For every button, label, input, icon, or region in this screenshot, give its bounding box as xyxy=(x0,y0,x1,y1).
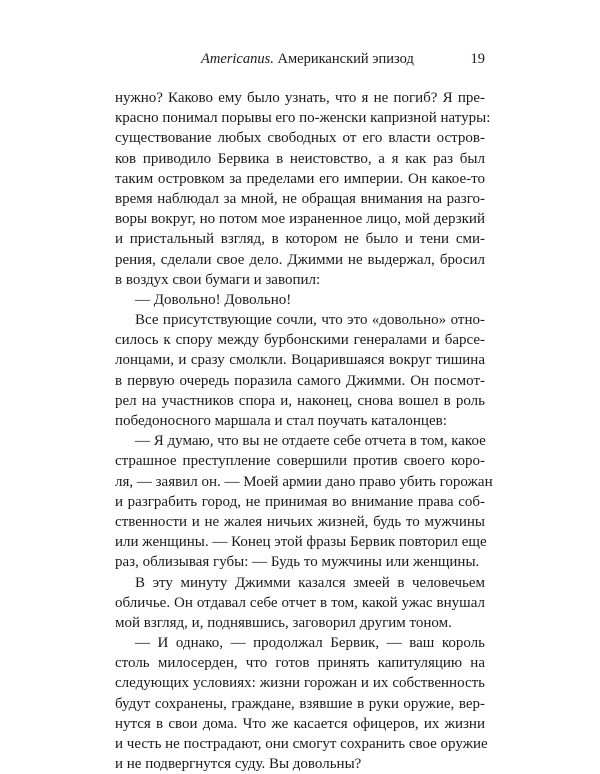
text-line: — Я думаю, что вы не отдаете себе отчета в том, какое xyxy=(135,433,486,450)
text-line: раз, облизывая губы: — Будь то мужчины или женщины. xyxy=(115,554,480,571)
text-line: или женщины. — Конец этой фразы Бервик повторил еще xyxy=(115,534,487,551)
text-line: силось к спору между бурбонскими генералами и барсе- xyxy=(115,332,485,349)
text-line: нужно? Каково ему было узнать, что я не погиб? Я пре- xyxy=(115,90,485,106)
text-line: мой взгляд, и, поднявшись, заговорил другим тоном. xyxy=(115,614,452,631)
text-line: в первую очередь поразила самого Джимми. Он посмот- xyxy=(115,372,485,389)
running-head-title-rest: Американский эпизод xyxy=(277,51,414,67)
text-line: ственности и не жалея ничьих жизней, будь то мужчины xyxy=(115,513,485,530)
running-head xyxy=(115,50,485,68)
text-line: время наблюдал за мной, не обращая внимания на разго- xyxy=(115,190,485,207)
text-line: воры вокруг, но потом мое израненное лицо, мой дерзкий xyxy=(115,211,485,228)
text-line: и честь не пострадают, они смогут сохранить свое оружие xyxy=(115,736,488,752)
text-line: ля, — заявил он. — Моей армии дано право убить горожан xyxy=(115,473,493,490)
text-line: нутся в свои дома. Что же касается офицеров, их жизни xyxy=(115,715,485,732)
page-number: 19 xyxy=(470,51,485,67)
text-line: и пристальный взгляд, в котором не было и тени сми- xyxy=(115,231,485,248)
text-line: столь милосерден, что готов принять капитуляцию на xyxy=(115,655,485,672)
text-line: рел на участников спора и, наконец, снова вошел в роль xyxy=(115,392,485,409)
text-line: в воздух свои бумаги и завопил: xyxy=(115,271,321,288)
text-line: обличье. Он отдавал себе отчет в том, какой ужас внушал xyxy=(115,594,485,611)
running-head-title xyxy=(201,50,414,68)
text-line: страшное преступление совершили против своего коро- xyxy=(115,453,485,470)
text-line: рения, сделали свое дело. Джимми не выдержал, бросил xyxy=(115,251,485,268)
text-line: лонцами, и сразу смолкли. Воцарившаяся вокруг тишина xyxy=(115,352,485,369)
text-line: будут сохранены, граждане, взявшие в руки оружие, вер- xyxy=(115,695,485,712)
text-line: — Довольно! Довольно! xyxy=(135,291,292,308)
body-text xyxy=(115,88,493,774)
text-line: таким островком за пределами его империи. Он какое-то xyxy=(115,170,485,187)
running-head-title-italic: Americanus. xyxy=(201,51,274,67)
text-line: ков приводило Бервика в неистовство, а я как раз был xyxy=(115,150,485,167)
text-line: Все присутствующие сочли, что это «довольно» отно- xyxy=(135,312,485,329)
text-line: красно понимал порывы его по-женски капризной натуры: xyxy=(115,110,491,127)
text-line: В эту минуту Джимми казался змеей в человечьем xyxy=(135,574,485,591)
text-line: и не подвергнутся суду. Вы довольны? xyxy=(115,756,362,773)
text-line: победоносного маршала и стал поучать каталонцев: xyxy=(115,413,447,429)
text-line: — И однако, — продолжал Бервик, — ваш король xyxy=(135,635,485,652)
text-line: существование любых свободных от его власти остров- xyxy=(115,130,485,147)
text-line: следующих условиях: жизни горожан и их собственность xyxy=(115,675,485,692)
text-line: и разграбить город, не принимая во внимание права соб- xyxy=(115,493,485,510)
